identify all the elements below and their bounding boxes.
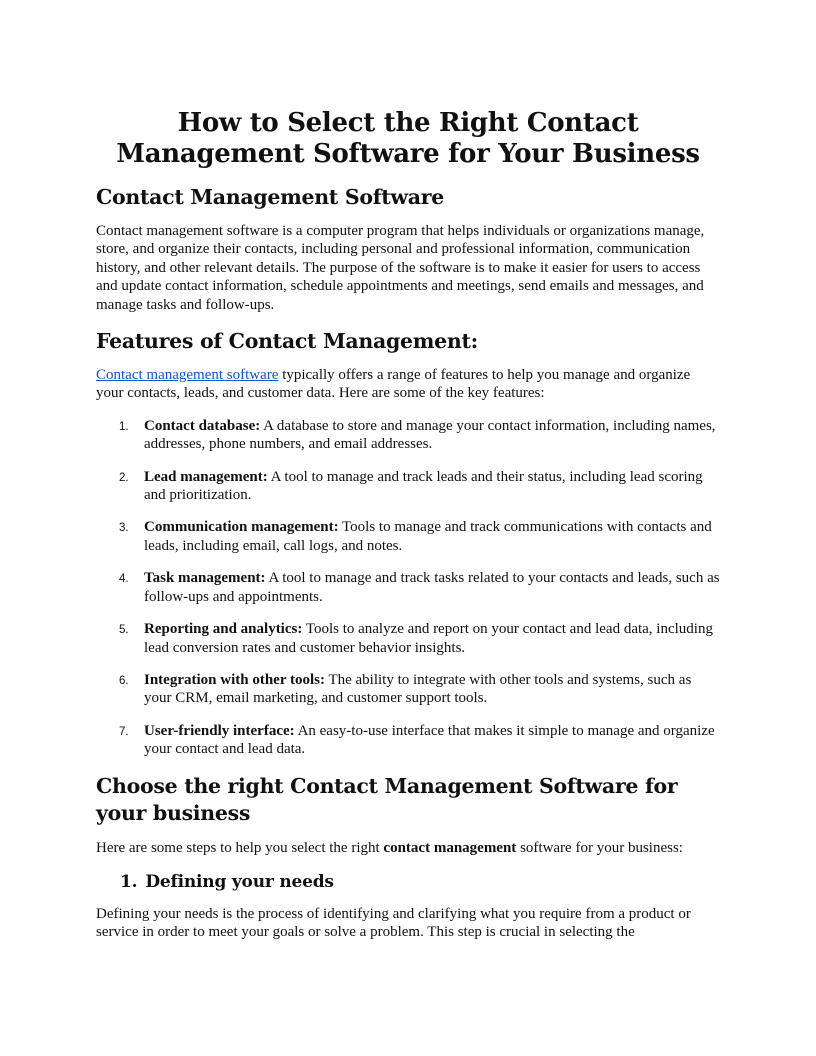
list-item-text: Tools to manage and track communications with contacts and leads, including email, call logs, and notes.	[144, 519, 712, 554]
step-heading-text: Defining your needs	[145, 871, 334, 892]
contact-management-software-link[interactable]: Contact management software	[96, 367, 279, 384]
list-item	[96, 569, 720, 606]
list-item-text: An easy-to-use interface that makes it simple to manage and organize your contact and lead data.	[144, 722, 715, 758]
section-heading-features: Features of Contact Management:	[96, 329, 478, 354]
section-heading-choose-software: Choose the right Contact Management Software for your business	[96, 773, 678, 825]
step-number: 1.	[120, 871, 138, 892]
features-intro	[96, 366, 720, 403]
list-item-term: Lead management:	[144, 468, 268, 485]
list-item-term: Contact database:	[144, 417, 261, 434]
list-item-term: Integration with other tools:	[144, 671, 325, 688]
list-item-number: 4.	[119, 573, 129, 586]
list-item-text: The ability to integrate with other tools and systems, such as your CRM, email marketing, and customer support tools.	[144, 671, 692, 707]
page-title: How to Select the Right Contact Management Software for Your Business	[116, 108, 700, 169]
features-list	[96, 417, 720, 759]
list-item-text: A database to store and manage your contact information, including names, addresses, phone numbers, and email addresses.	[144, 417, 716, 453]
list-item-number: 3.	[119, 522, 129, 535]
list-item	[96, 417, 720, 454]
list-item	[96, 518, 720, 555]
choose-intro-after: software for your business:	[516, 839, 683, 856]
list-item-number: 2.	[119, 471, 129, 484]
step-heading-defining-needs	[96, 871, 720, 893]
document-page	[96, 108, 720, 956]
list-item	[96, 620, 720, 657]
list-item-number: 5.	[119, 624, 129, 637]
list-item	[96, 468, 720, 505]
list-item-text: A tool to manage and track tasks related to your contacts and leads, such as follow-ups and appointments.	[144, 570, 720, 605]
choose-intro	[96, 839, 720, 857]
list-item-number: 7.	[119, 725, 129, 738]
features-intro-text: typically offers a range of features to help you manage and organize your contacts, leads, and customer data. Here are some of the key features:	[96, 367, 691, 402]
choose-intro-before: Here are some steps to help you select the right	[96, 839, 384, 856]
list-item-number: 1.	[119, 420, 129, 433]
list-item-term: User-friendly interface:	[144, 722, 295, 739]
list-item-term: Communication management:	[144, 519, 339, 536]
list-item-text: A tool to manage and track leads and their status, including lead scoring and prioritization.	[144, 468, 703, 504]
list-item-term: Reporting and analytics:	[144, 621, 303, 638]
step-paragraph-defining-needs: Defining your needs is the process of identifying and clarifying what you require from a product or service in order to meet your goals or solve a problem. This step is crucial in selecting the	[96, 905, 691, 941]
list-item-text: Tools to analyze and report on your contact and lead data, including lead conversion rates and customer behavior insights.	[144, 621, 713, 656]
list-item	[96, 671, 720, 708]
section-paragraph-definition: Contact management software is a computer program that helps individuals or organizations manage, store, and organize their contacts, including personal and professional information, communication history, and other relevant details. The purpose of the software is to make it easier for users to access and update contact information, schedule appointments and meetings, send emails and messages, and manage tasks and follow-ups.	[96, 223, 705, 313]
list-item	[96, 722, 720, 759]
list-item-term: Task management:	[144, 570, 266, 587]
choose-intro-bold: contact management	[383, 839, 517, 856]
list-item-number: 6.	[119, 674, 129, 687]
section-heading-contact-management-software: Contact Management Software	[96, 185, 444, 209]
